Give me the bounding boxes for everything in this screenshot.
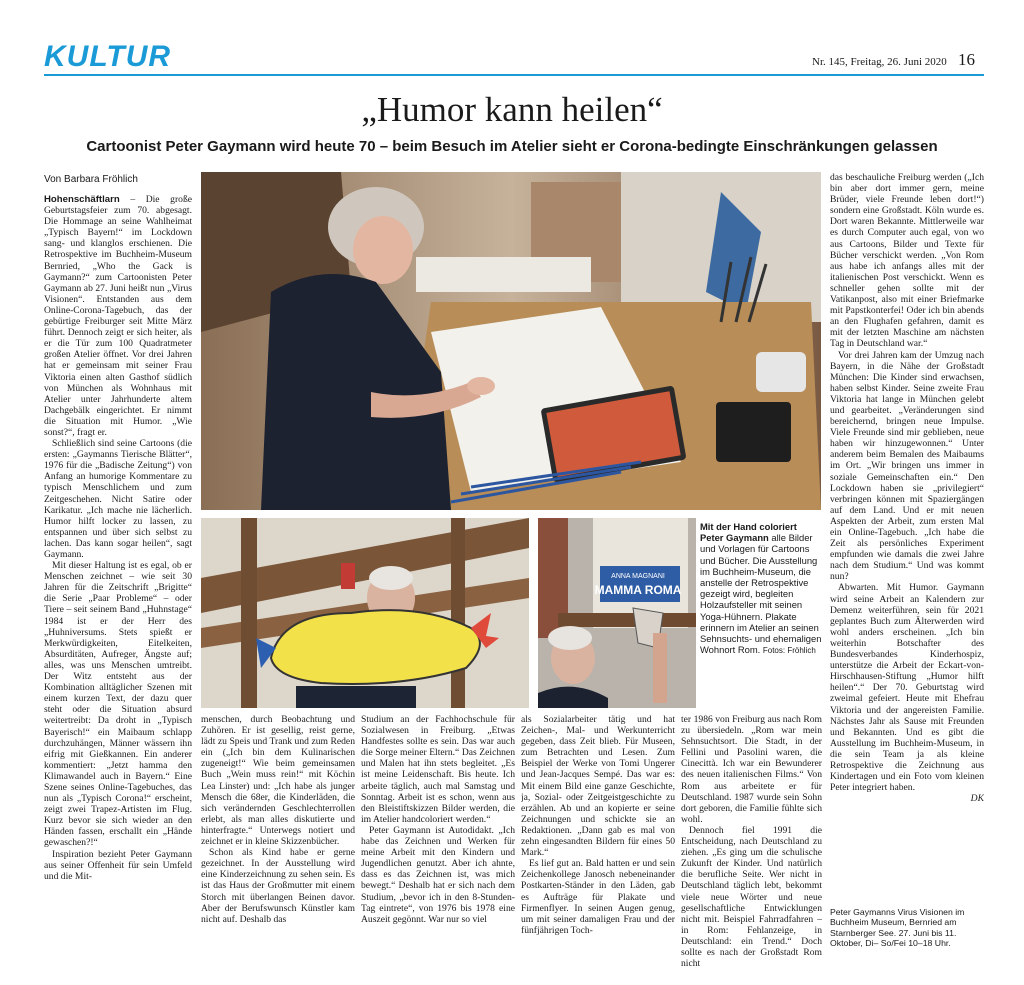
paragraph: menschen, durch Beobachtung und Zuhören. Er ist gesellig, reist gerne, lädt zu Speis und Trank und zum Reden ein („Ich bin dem Kulinarischen zugeneigt!“ Wie beim gemeinsamen Buch „Wein muss rein!“ mit Köchin Lea Linster) und: „Ich habe als junger Mensch die 68er, die Kinderläden, die sich verändernden Geschlechterrollen erlebt, als man alles diskutierte und hinterfragte.“ Unterwegs notiert und zeichnet er in kleine Skizzenbücher.	[201, 714, 355, 848]
caption-body: alle Bilder und Vorlagen für Cartoons und Bücher. Die Ausstellung im Buchheim-Museum, die anstelle der Retrospektive gezeigt wird, begleiten Holzaufsteller mit seinen Yoga-Hühnern. Plakate erinnern im Atelier an seinen Sehnsuchts- und ehemaligen Wohnort Rom.	[700, 532, 822, 656]
poster-text-1: ANNA MAGNANI	[611, 573, 665, 580]
paragraph-text: – Die große Geburtstagsfeier zum 70. abgesagt. Die Hommage an seine Wahlheimat „Typisch Bayern!“ im Lockdown sang- und klanglos erschienen. Die Retrospektive im Buchheim-Museum Bernried, „Who the Gack is Gaymann?“ zum Cartoonisten Peter Gaymann ab 27. Juni heißt nun „Virus Visionen“. Entstanden aus dem Online-Corona-Tagebuch, das der gebürtige Freiburger seit Mitte März führt. Dennoch zeigt er sich heiter, als er die Tür zum 100 Quadratmeter großen Atelier öffnet. Vor drei Jahren hat er gemeinsam mit seiner Frau Viktoria einen alten Gasthof südlich von München als Wohnhaus mit Atelier unter Jahrhunderte altem Dachgebälk eingerichtet. Er nimmt die Situation mit Humor. „Wie sonst?“, fragt er.	[44, 194, 192, 438]
page-number: 16	[958, 50, 975, 69]
paragraph: Dennoch fiel 1991 die Entscheidung, nach Deutschland zu ziehen. „Es ging um die schulische Zukunft der Kinder. Und natürlich die berufliche Seite. Wer nicht in Deutschland täglich lebt, bekommt viele neue Wörter und neue gesellschaftliche Entwicklungen nicht mit. Beispiel Fahrradfahren – in Rom: Fehlanzeige, in Deutschland: ein Trend.“ Doch sollte es nach der Großstadt Rom nicht	[681, 824, 822, 970]
section-rule	[44, 74, 984, 76]
paragraph: Mit dieser Haltung ist es egal, ob er Menschen zeichnet – wie seit 30 Jahren für die Zeitschrift „Brigitte“ die Serie „Paar Probleme“ – oder Tiere – seit seinem Band „Huhnstage“ 1984 ist er der Herr des „Huhniversums. Stets spießt er Merkwürdigkeiten, Eitelkeiten, Absurditäten, Aufreger, Ängste auf; alles, was uns Menschen umtreibt. Der Witz entsteht aus der Kombination alltäglicher Szenen mit einem kurzen Text, der dazu quer steht oder die Situation absurd weitertreibt: Da droht in „Typisch Bayerisch!“ ein Maibaum schlapp durchzuhängen, Männer wässern ihn eifrig mit Gießkannen. Ein anderer kommentiert: „Jetzt hamma den Klimawandel auch in Bayern.“ Eine Szene seines Online-Tagebuches, das nun als „Typisch Corona!“ erscheint, zeigt zwei Trapez-Artisten im Flug. Kurz bevor sie sich wieder an den Händen fassen, erschallt ein „Hände gewaschen?!“	[44, 560, 192, 849]
paragraph: Abwarten. Mit Humor. Gaymann wird seine Arbeit an Kalendern zur Demenz weiterführen, sein für 2021 geplantes Buch zum Älterwerden wird wohl anders erscheinen. „Ich bin weiterhin Botschafter des Bundesverbandes Kinderhospiz, unterstütze die Arbeit der Eckart-von-Hirschhausen-Stiftung „Humor hilft heilen“.“ Der 70. Geburtstag wird zweimal gefeiert. Heute mit Ehefrau Viktoria und der angereisten Familie. Nächstes Jahr als Sause mit Freunden und Bekannten. Und es gibt die Ausstellung im Buchheim-Museum, in die sein Team ja als kleine Retrospektive die Zeichnung aus Kindertagen und ein Foto vom kleinen Peter integriert haben.	[830, 582, 984, 794]
paragraph: Schon als Kind habe er gerne gezeichnet. In der Ausstellung wird eine Kinderzeichnung zu sehen sein. Es ist das Haus der Großmutter mit einem Storch mit überlangen Beinen davor. Aber der Berufswunsch Künstler kam nicht auf. Deshalb das	[201, 847, 355, 925]
atelier-photo-illustration	[201, 172, 821, 510]
paragraph: Peter Gaymann ist Autodidakt. „Ich habe das Zeichnen und Werken für meine Arbeit mit den Kindern und Jugendlichen genutzt. Aber ich ahnte, dass es das Zeichnen ist, was mich bewegt.“ Deshalb hat er sich nach dem Studium, „bevor ich in den 8-Stunden-Tag eintrete“, von 1976 bis 1978 eine Auszeit gegönnt. War nur so viel	[361, 824, 515, 925]
main-photo-atelier	[201, 172, 821, 510]
article-column-6	[830, 172, 984, 900]
paragraph: ter 1986 von Freiburg aus nach Rom zu übersiedeln. „Rom war mein Sehnsuchtsort. Die Stadt, in der Fellini und Pasolini waren, die Cinecittà. Ich war ein Bewunderer des neuen italienischen Films.“ Von Rom aus arbeitete er für Deutschland. 1987 wurde sein Sohn dort geboren, die Familie fühlte sich wohl.	[681, 714, 822, 825]
exhibition-info: Peter Gaymanns Virus Visionen im Buchheim Museum, Bernried am Starnberger See. 27. Juni bis 11. Oktober, Di– So/Fei 10–18 Uhr.	[830, 907, 965, 949]
paragraph: als Sozialarbeiter tätig und hat Zeichen-, Mal- und Werkunterricht gegeben, dass Zeit blieb. Für Museen, zum Betrachten und Lesen. Zum Beispiel der Werke von Tomi Ungerer und Jean-Jacques Sempé. Das war es: Mit einem Bild eine ganze Geschichte, ja, Sozial- oder Zeitgeistgeschichte zu erzählen. Ab und an kopierte er seine Zeichnungen und schickte sie an Redaktionen. „Dann gab es mal von zehn eingesandten Bildern für eines 50 Mark.“	[521, 714, 675, 859]
photo-credit: Fotos: Fröhlich	[762, 646, 816, 656]
article-column-1	[44, 194, 192, 984]
article-column-4	[521, 714, 675, 984]
paragraph: Inspiration bezieht Peter Gaymann aus seiner Offenheit für sein Umfeld und die Mit-	[44, 848, 192, 882]
photo-chicken-cutout	[201, 518, 529, 708]
subheadline: Cartoonist Peter Gaymann wird heute 70 – beim Besuch im Atelier sieht er Corona-bedingte Einschränkungen gelassen	[86, 138, 938, 155]
paragraph: Vor drei Jahren kam der Umzug nach Bayern, in die Nähe der Großstadt München: Die Kinder sind erwachsen, haben selbst Kinder. Seine zweite Frau Viktoria hat lange in München gelebt und gearbeitet. „Veränderungen sind bereichernd, bringen neue Impulse. Viele Freunde sind mir geblieben, neue haben wir hinzugewonnen.“ Unter anderem beim Bemalen des Maibaums im Ort. „Wir bringen uns immer in soziale Gemeinschaften ein.“ Den Lockdown haben sie „privilegiert“ verbringen können mit Spaziergängen auf dem Land. Und er mit neuen Aspekten der Arbeit, zum ersten Mal ein Online-Tagebuch. „Ich habe die Zeit als persönliches Experiment empfunden wie damals die zwei Jahre nach dem Studium.“ Und was kommt nun?	[830, 349, 984, 583]
paragraph: das beschauliche Freiburg werden („Ich bin aber dort immer gern, meine Brüder, viele Freunde leben dort!“) sondern eine Großstadt. Köln wurde es. Dort waren Bekannte. Mittlerweile war es durch Computer auch egal, von wo aus Cartoons, Bilder und Texte für Bücher verschickt werden. „Von Rom aus habe ich anfangs alles mit der italienischen Post verschickt. Wenn es schneller gehen sollte mit der Vatikanpost, also mit einer Briefmarke mit Papstkonterfei! Oder ich bin abends an den Flughafen gefahren, damit es mit der letzten Maschine am nächsten Tag in Deutschland war.“	[830, 172, 984, 350]
byline: Von Barbara Fröhlich	[44, 174, 138, 185]
chicken-cutout-illustration	[201, 518, 529, 708]
headline: „Humor kann heilen“	[361, 90, 663, 129]
paragraph: Es lief gut an. Bald hatten er und sein Zeichenkollege Janosch nebeneinander Postkarten-Ständer in den Läden, gab es Aufträge für Plakate und Firmenflyer. In seinen Augen genug, um mit seiner damaligen Frau und der fünfjährigen Toch-	[521, 858, 675, 936]
photo-rome-poster	[538, 518, 696, 708]
issue-line: Nr. 145, Freitag, 26. Juni 2020	[812, 56, 947, 68]
photo-caption	[700, 521, 822, 656]
paragraph: Studium an der Fachhochschule für Sozialwesen in Freiburg. „Etwas Handfestes sollte es sein. Das war auch die Sorge meiner Eltern.“ Das Zeichnen und Malen hat ihn stets begleitet. „Es ist meine Leidenschaft. Bis heute. Ich arbeite täglich, auch mal Samstag und Sonntag. Arbeit ist es schon, wenn aus den Bleistiftskizzen Bilder werden, die im Atelier handcoloriert werden.“	[361, 714, 515, 825]
paragraph	[44, 194, 192, 438]
article-column-3	[361, 714, 515, 984]
poster-photo-illustration	[538, 518, 696, 708]
article-column-5	[681, 714, 822, 984]
paragraph: Schließlich sind seine Cartoons (die ersten: „Gaymanns Tierische Blätter“, 1976 für die „Badische Zeitung“) von Anfang an humorige Kommentare zu typisch Menschlichem und zum Zeitgeschehen. Nicht Satire oder Karikatur. „Ich mache nie lächerlich. Humor hilft locker zu lassen, zu entspannen und über sich selbst zu lachen. Das kann sogar heilen“, sagt Gaymann.	[44, 438, 192, 560]
section-title: KULTUR	[44, 40, 172, 73]
author-signature: DK	[970, 793, 984, 805]
dateline: Hohenschäftlarn	[44, 194, 120, 205]
caption-head: Mit der Hand coloriert Peter Gaymann	[700, 521, 797, 544]
article-column-2	[201, 714, 355, 984]
poster-text-2: MAMMA ROMA	[594, 583, 682, 597]
